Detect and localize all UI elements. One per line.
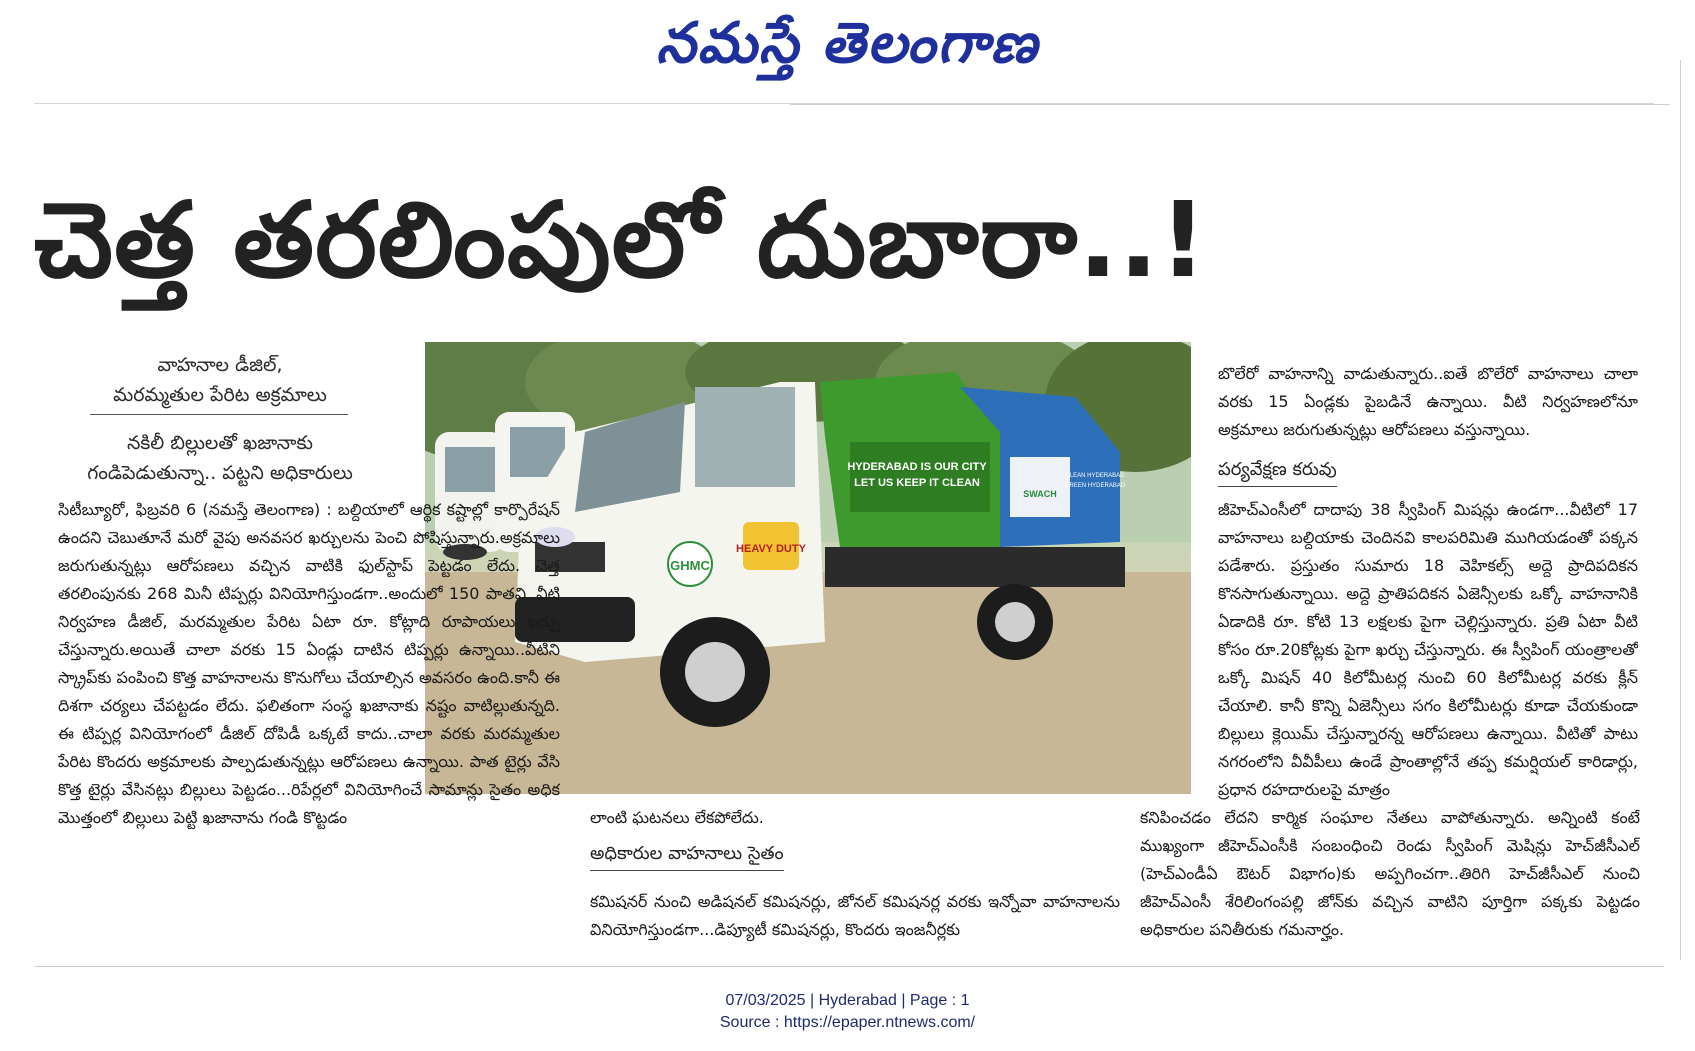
page-edge-line	[1680, 60, 1681, 960]
bin2-sign-line1: CLEAN HYDERABAD	[1065, 473, 1125, 479]
bin2-badge: SWACH	[1023, 489, 1057, 499]
article-col2-paragraph: కమిషనర్ నుంచి అడిషనల్ కమిషనర్లు, జోనల్ కమిషనర్ల వరకు ఇన్నోవా వాహనాలను వినియోగిస్తుండగా...డిప్యూటీ కమిషనర్లు, కొందరు ఇంజనీర్లకు	[590, 892, 1120, 939]
section-head-supervision: పర్యవేక్షణ కరువు	[1218, 456, 1337, 487]
article-col1-paragraph: సిటీబ్యూరో, ఫిబ్రవరి 6 (నమస్తే తెలంగాణ) : బల్దియాలో ఆర్థిక కష్టాల్లో కార్పొరేషన్ ఉందని చెబుతూనే మరో వైపు అనవసర ఖర్చులను పెంచి పోషిస్తున్నారు.అక్రమాలు జరుగుతున్నట్లు ఆరోపణలు వచ్చిన వాటికి ఫుల్‌స్టాప్ పెట్టడం లేదు. చెత్త తరలింపునకు 268 మినీ టిప్పర్లు వినియోగిస్తుండగా..అందులో 150 పాతవి..వీటి నిర్వహణ డీజిల్, మరమ్మతుల పేరిట ఏటా రూ. కోట్లాది రూపాయలు ఖర్చు చేస్తున్నారు.అయితే చాలా వరకు 15 ఏండ్లు దాటిన టిప్పర్లు ఉన్నాయి..వీటిని స్క్రాప్‌కు పంపించి కొత్త వాహనాలను కొనుగోలు చేయాల్సిన అవసరం ఉంది.కానీ ఈ దిశగా చర్యలు చేపట్టడం లేదు. ఫలితంగా సంస్థ ఖజానాకు నష్టం వాటిల్లుతున్నది. ఈ టిప్పర్ల వినియోగంలో డీజిల్ దోపిడీ ఒక్కటే కాదు..చాలా వరకు మరమ్మతుల పేరిట కొందరు అక్రమాలకు పాల్పడుతున్నట్లు ఆరోపణలు ఉన్నాయి. పాత టైర్లు వేసి కొత్త టైర్లు వేసినట్లు బిల్లులు పెట్టడం...రిపేర్లలో వినియోగించే సామాన్లు సైతం అధిక మొత్తంలో బిల్లులు పెట్టి ఖజానాను గండి కొట్టడం	[58, 500, 560, 827]
footer-date-page: 07/03/2025 | Hyderabad | Page : 1	[725, 992, 970, 1009]
article-column-2	[590, 804, 1120, 832]
subhead-divider	[90, 414, 348, 415]
article-column-3-continued	[1140, 804, 1640, 944]
article-column-3-body	[1218, 496, 1638, 804]
bin-sign-line1: HYDERABAD IS OUR CITY	[847, 461, 987, 473]
article-column-3	[1218, 360, 1638, 444]
masthead-divider-right	[790, 104, 1670, 105]
masthead-logo: నమస్తే తెలంగాణ	[656, 11, 1039, 76]
headline: చెత్త తరలింపులో దుబారా..!	[34, 179, 1208, 301]
article-col3-paragraph-3: కనిపించడం లేదని కార్మిక సంఘాల నేతలు వాపోతున్నారు. అన్నింటి కంటే ముఖ్యంగా జీహెచ్ఎంసీకి సంబంధించి రెండు స్వీపింగ్ మెషిన్లు హెచ్‌జీసీఎల్ (హెచ్ఎండీఏ ఔటర్ విభాగం)కు అప్పగించగా..తిరిగి హెచ్‌జీసీఎల్ నుంచి జీహెచ్ఎంసీ శేరిలింగంపల్లి జోన్‌కు వచ్చిన వాటిని పూర్తిగా పక్కకు పెట్టడం అధికారుల పనితీరుకు గమనార్హం.	[1140, 808, 1640, 939]
footer-source-link[interactable]: Source : https://epaper.ntnews.com/	[719, 1014, 976, 1031]
heavy-duty-logo-text: HEAVY DUTY	[736, 543, 806, 555]
subhead-2	[60, 428, 380, 488]
subhead-2-line1: నకిలీ బిల్లులతో ఖజానాకు	[127, 432, 313, 454]
article-col3-paragraph-1: బొలేరో వాహనాన్ని వాడుతున్నారు..ఐతే బొలేరో వాహనాలు చాలా వరకు 15 ఏండ్లకు పైబడినే ఉన్నాయి. వీటి నిర్వహణలోనూ అక్రమాలు జరుగుతున్నట్లు ఆరోపణలు వస్తున్నాయి.	[1218, 364, 1638, 439]
subhead-1-line1: వాహనాల డీజిల్,	[157, 354, 283, 376]
page-footer	[0, 990, 1695, 1034]
ghmc-logo-text: GHMC	[670, 558, 710, 573]
bottom-divider	[34, 966, 1664, 967]
bin2-sign-line2: GREEN HYDERABAD	[1064, 483, 1126, 489]
article-col3-paragraph-2: జీహెచ్ఎంసీలో దాదాపు 38 స్వీపింగ్ మిషన్లు ఉండగా...వీటిలో 17 వాహనాలు బల్దియాకు చెందినవి కాలపరిమితి ముగియడంతో పక్కన పడేశారు. ప్రస్తుతం సుమారు 18 వెహికల్స్ అద్దె ప్రాదిపదికన కొనసాగుతున్నాయి. అద్దె ప్రాతిపదికన ఏజెన్సీలకు ఒక్కో వాహనానికి ఏడాదికి రూ. కోటి 13 లక్షలకు పైగా చెల్లిస్తున్నారు. ప్రతి ఏటా వీటి కోసం రూ.20కోట్లకు పైగా ఖర్చు చేస్తున్నారు. ఈ స్వీపింగ్ యంత్రాలతో ఒక్కో మిషన్ 40 కిలోమీటర్ల నుంచి 60 కిలోమీటర్ల వరకు క్లీన్ చేయాలి. కానీ కొన్ని ఏజెన్సీలు సగం కిలోమీటర్లు కూడా చేయకుండా బిల్లులు క్లెయిమ్ చేస్తున్నారన్న ఆరోపణలు ఉన్నాయి. వీటితో పాటు నగరంలోని వీవీపీలు ఉండే ప్రాంతాల్లోనే తప్ప కమర్షియల్ కారిడార్లు, ప్రధాన రహదారులపై మాత్రం	[1218, 500, 1638, 799]
subhead-2-line2: గండిపెడుతున్నా.. పట్టని అధికారులు	[87, 462, 353, 484]
subhead-1	[80, 350, 360, 410]
subhead-1-line2: మరమ్మతుల పేరిట అక్రమాలు	[113, 384, 327, 406]
article-column-1	[58, 496, 560, 956]
bin-sign-line2: LET US KEEP IT CLEAN	[854, 477, 980, 489]
article-col2-line1: లాంటి ఘటనలు లేకపోలేదు.	[590, 808, 764, 827]
article-column-2-body	[590, 888, 1120, 944]
section-head-officers-vehicles: అధికారుల వాహనాలు సైతం	[590, 840, 784, 871]
